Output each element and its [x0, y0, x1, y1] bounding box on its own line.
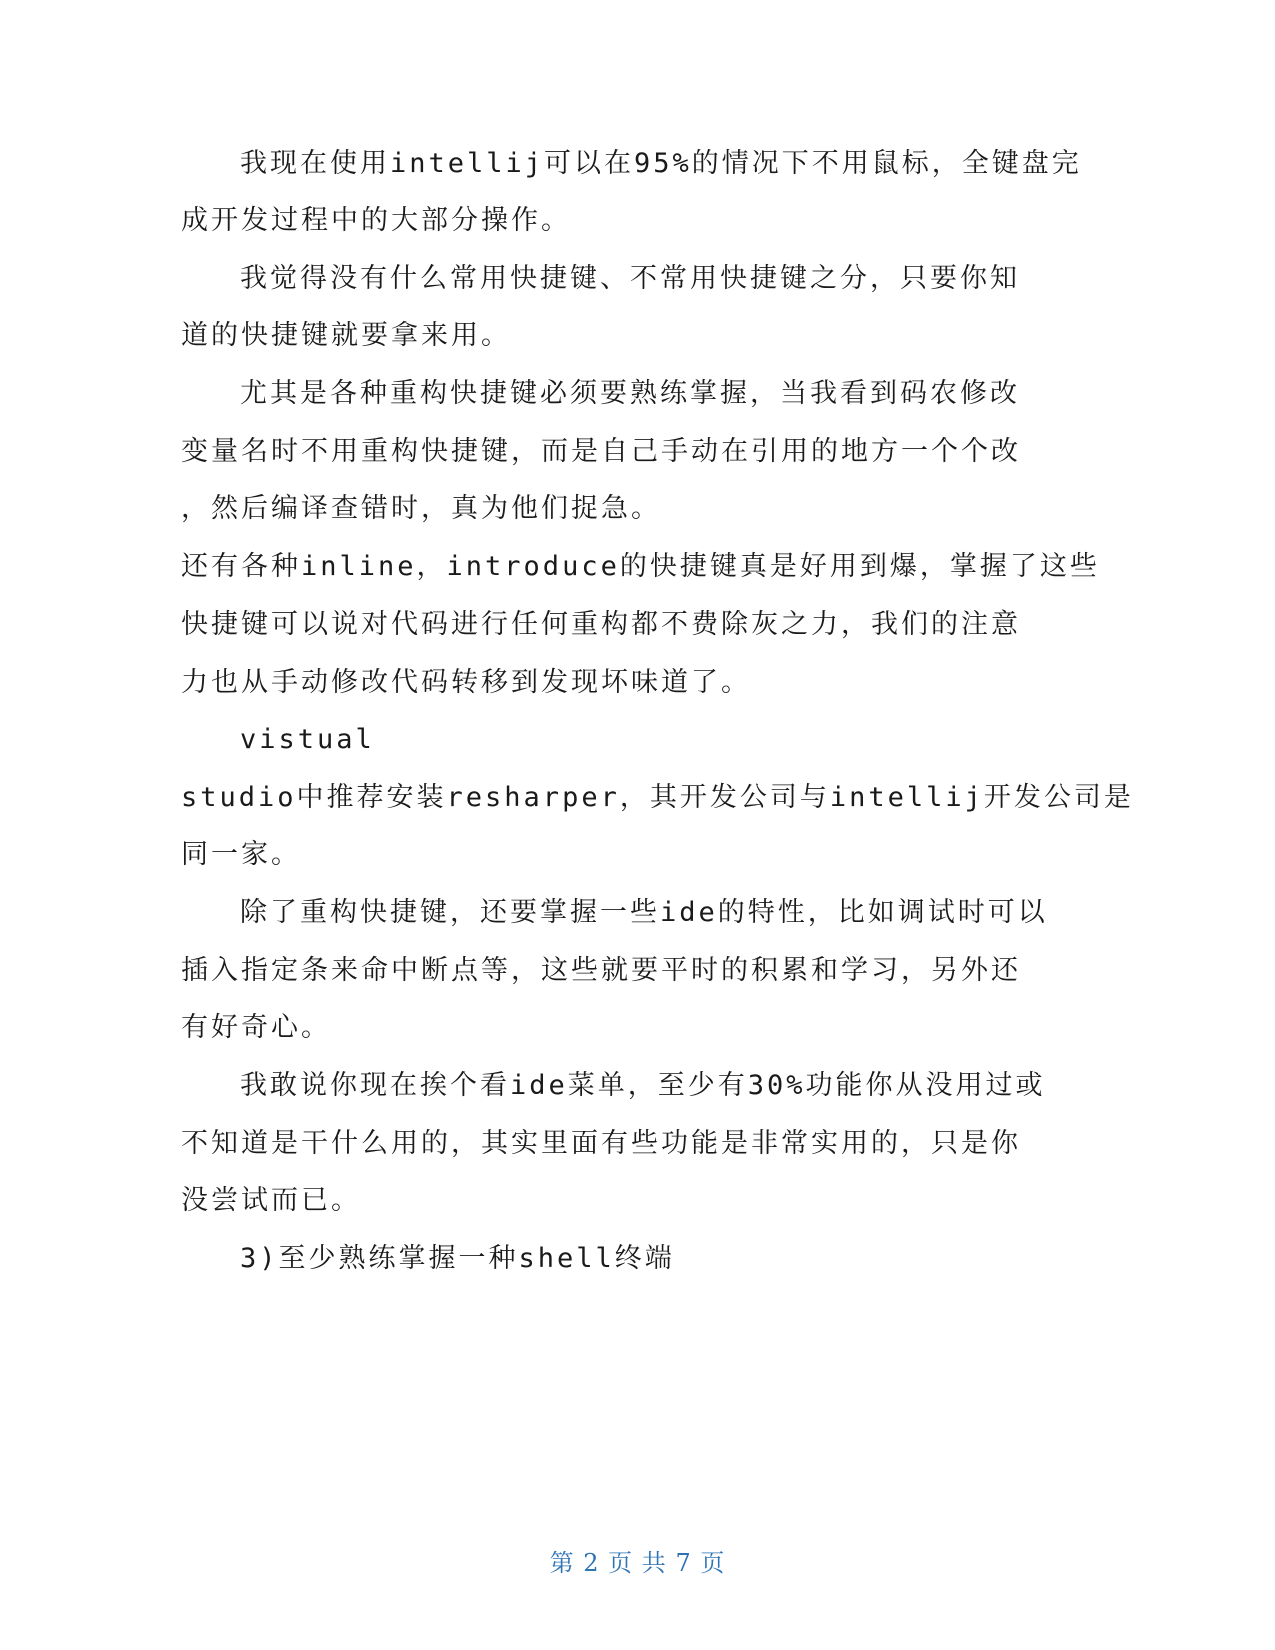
text-line: 我现在使用intellij可以在95%的情况下不用鼠标，全键盘完 — [240, 148, 1082, 179]
text-line: 同一家。 — [181, 839, 301, 870]
page-footer: 第 2 页 共 7 页 — [549, 1549, 726, 1577]
text-line: studio中推荐安装resharper，其开发公司与intellij开发公司是 — [181, 782, 1134, 813]
text-line: 有好奇心。 — [181, 1012, 331, 1043]
text-line: 插入指定条来命中断点等，这些就要平时的积累和学习，另外还 — [181, 955, 1021, 986]
section-heading: 3)至少熟练掌握一种shell终端 — [240, 1243, 675, 1274]
text-line: 变量名时不用重构快捷键，而是自己手动在引用的地方一个个改 — [181, 436, 1021, 467]
text-line: 力也从手动修改代码转移到发现坏味道了。 — [181, 667, 751, 698]
text-line: 还有各种inline，introduce的快捷键真是好用到爆，掌握了这些 — [181, 551, 1100, 582]
text-line: 我敢说你现在挨个看ide菜单，至少有30%功能你从没用过或 — [240, 1070, 1046, 1101]
text-line: 没尝试而已。 — [181, 1185, 361, 1216]
text-line: 除了重构快捷键，还要掌握一些ide的特性，比如调试时可以 — [240, 897, 1048, 928]
text-line: 尤其是各种重构快捷键必须要熟练掌握，当我看到码农修改 — [240, 378, 1020, 409]
text-line: ，然后编译查错时，真为他们捉急。 — [181, 493, 661, 524]
text-line: 道的快捷键就要拿来用。 — [181, 320, 511, 351]
text-line: 不知道是干什么用的，其实里面有些功能是非常实用的，只是你 — [181, 1128, 1021, 1159]
text-line: 快捷键可以说对代码进行任何重构都不费除灰之力，我们的注意 — [181, 609, 1021, 640]
text-line: 成开发过程中的大部分操作。 — [181, 205, 571, 236]
text-line: vistual — [240, 724, 375, 755]
text-line: 我觉得没有什么常用快捷键、不常用快捷键之分，只要你知 — [240, 263, 1020, 294]
